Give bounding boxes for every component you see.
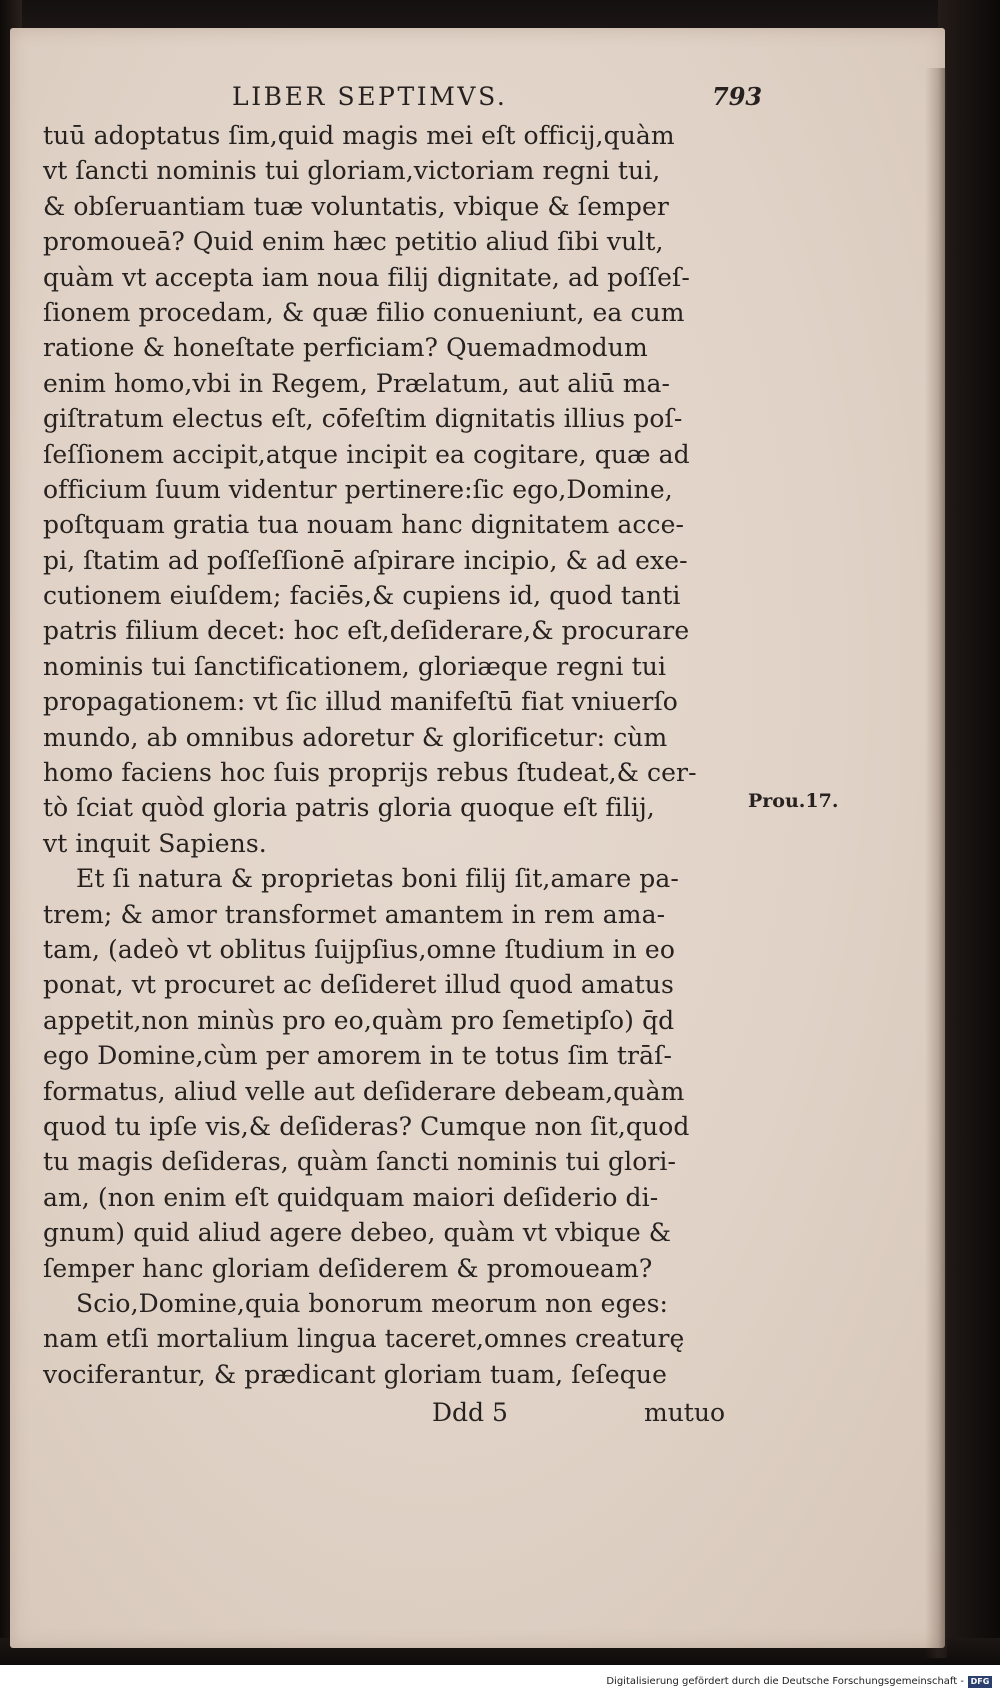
text-line: ſeſſionem accipit,atque incipit ea cogitare, quæ ad	[43, 439, 690, 469]
text-line: enim homo,vbi in Regem, Prælatum, aut aliū ma-	[43, 368, 671, 398]
text-line: gnum) quid aliud agere debeo, quàm vt vbique &	[43, 1218, 672, 1248]
signature-mark: Ddd 5	[432, 1398, 508, 1427]
body-text	[43, 118, 743, 1392]
text-line: ratione & honeſtate perficiam? Quemadmodum	[43, 333, 648, 363]
text-line: am, (non enim eſt quidquam maiori deſiderio di-	[43, 1182, 659, 1212]
page-number: 793	[712, 82, 763, 111]
text-line: Scio,Domine,quia bonorum meorum non eges:	[76, 1288, 669, 1318]
text-line: & obſeruantiam tuæ voluntatis, vbique & ſemper	[43, 191, 669, 221]
text-line: officium ſuum videntur pertinere:ſic ego,Domine,	[43, 474, 673, 504]
text-line: mundo, ab omnibus adoretur & glorificetur: cùm	[43, 722, 668, 752]
page-edge-shadow	[925, 68, 947, 1658]
text-line: Et ſi natura & proprietas boni filij ſit,amare pa-	[76, 864, 679, 894]
text-line: appetit,non minùs pro eo,quàm pro ſemetipſo) q̄d	[43, 1005, 675, 1035]
text-line: ſemper hanc gloriam deſiderem & promoueam?	[43, 1253, 653, 1283]
text-line: ponat, vt procuret ac deſideret illud quod amatus	[43, 970, 674, 1000]
text-line: tam, (adeò vt oblitus ſuijpſius,omne ſtudium in eo	[43, 934, 675, 964]
text-line: promoueā? Quid enim hæc petitio aliud ſibi vult,	[43, 227, 664, 257]
text-line: formatus, aliud velle aut deſiderare debeam,quàm	[43, 1076, 685, 1106]
text-line: pi, ſtatim ad poſſeſſionē aſpirare incipio, & ad exe-	[43, 545, 688, 575]
text-line: propagationem: vt ſic illud manifeſtū fiat vniuerſo	[43, 687, 678, 717]
catchword: mutuo	[644, 1398, 726, 1427]
text-line: ego Domine,cùm per amorem in te totus ſim trāſ-	[43, 1041, 673, 1071]
text-line: tuū adoptatus ſim,quid magis mei eſt officij,quàm	[43, 121, 675, 150]
text-line: nominis tui ſanctificationem, gloriæque regni tui	[43, 651, 667, 681]
text-line: poſtquam gratia tua nouam hanc dignitatem acce-	[43, 510, 685, 540]
running-header: LIBER SEPTIMVS.	[232, 82, 508, 111]
text-line: ſionem procedam, & quæ filio conueniunt, ea cum	[43, 297, 685, 327]
text-line: trem; & amor transformet amantem in rem ama-	[43, 899, 666, 929]
text-line: vt ſancti nominis tui gloriam,victoriam regni tui,	[43, 156, 661, 186]
text-line: patris filium decet: hoc eſt,deſiderare,& procurare	[43, 616, 690, 646]
text-line: vt inquit Sapiens.	[43, 828, 267, 858]
text-line: quàm vt accepta iam noua filij dignitate, ad poſſeſ-	[43, 262, 690, 292]
text-line: homo faciens hoc ſuis proprijs rebus ſtudeat,& cer-	[43, 758, 697, 788]
text-line: nam etſi mortalium lingua taceret,omnes creaturę	[43, 1324, 685, 1354]
footer-credit: Digitalisierung gefördert durch die Deutsche Forschungsgemeinschaft -	[606, 1676, 964, 1687]
text-line: quod tu ipſe vis,& deſideras? Cumque non ſit,quod	[43, 1111, 690, 1141]
text-line: cutionem eiuſdem; faciēs,& cupiens id, quod tanti	[43, 581, 681, 611]
margin-note: Prou.17.	[748, 790, 839, 812]
text-line: vociferantur, & prædicant gloriam tuam, ſeſeque	[43, 1359, 667, 1389]
scan-background-right	[938, 0, 1000, 1665]
text-line: tò ſciat quòd gloria patris gloria quoque eſt filij,	[43, 793, 655, 823]
text-line: giſtratum electus eſt, cōfeſtim dignitatis illius poſ-	[43, 404, 683, 434]
text-line: tu magis deſideras, quàm ſancti nominis tui glori-	[43, 1147, 677, 1177]
dfg-logo-icon: DFG	[968, 1676, 992, 1688]
